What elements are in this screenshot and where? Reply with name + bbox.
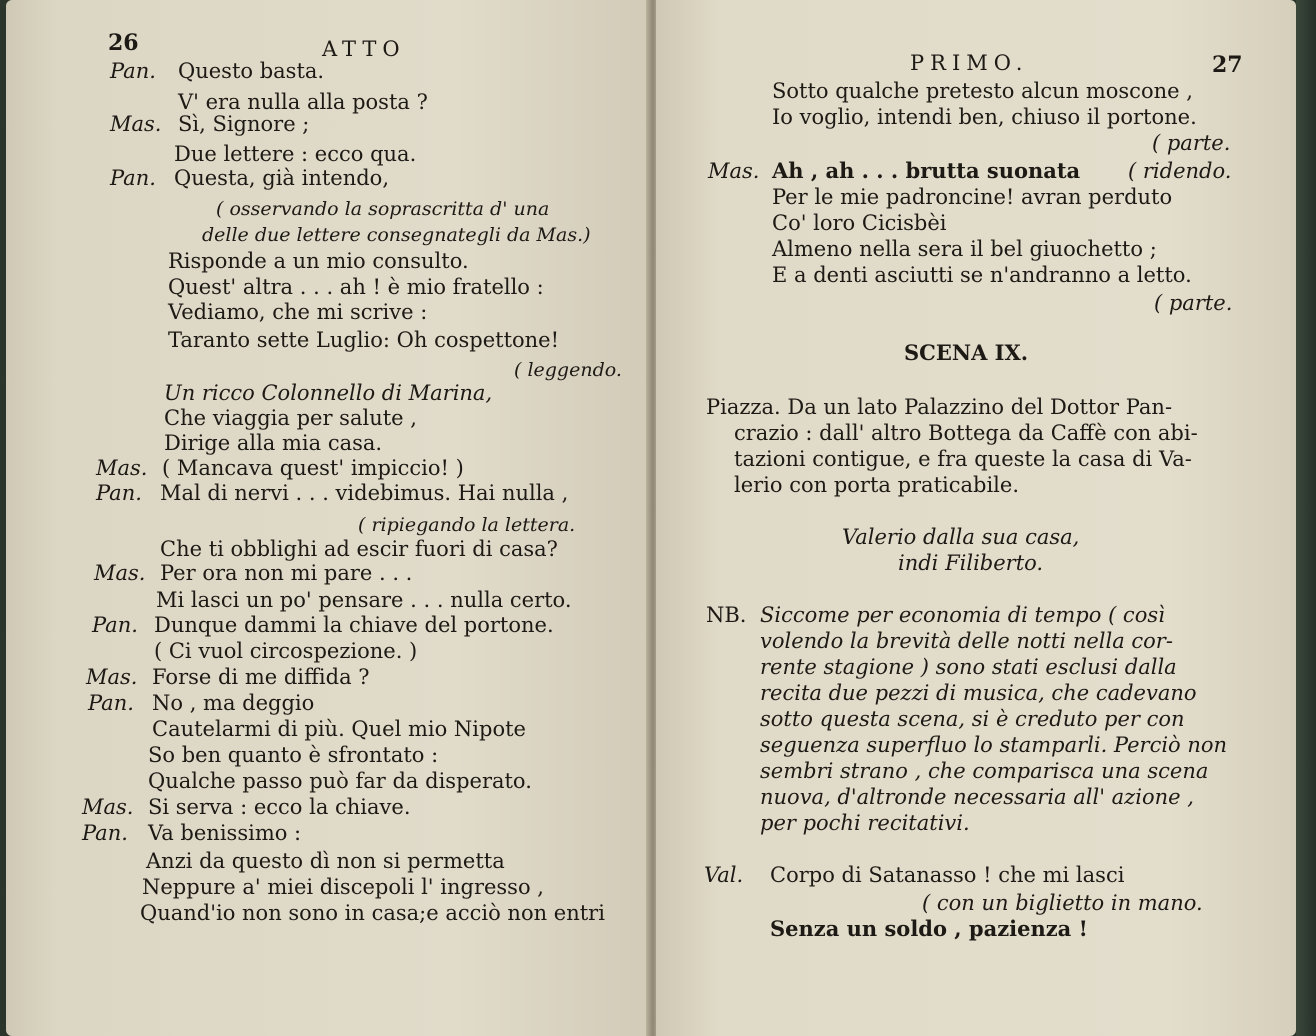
stage-direction: ( osservando la soprascritta d' una [216,198,550,220]
setting-line: crazio : dall' altro Bottega da Caffè con abi- [734,421,1198,445]
verse-line: E a denti asciutti se n'andranno a letto. [772,263,1192,287]
verse-line: Corpo di Satanasso ! che mi lasci [770,863,1125,887]
note-line: nuova, d'altronde necessaria all' azione , [760,785,1194,809]
verse-line: Dirige alla mia casa. [164,431,383,455]
character-line: indi Filiberto. [898,551,1044,575]
note-line: per pochi recitativi. [760,811,970,835]
verse-line: ( Mancava quest' impiccio! ) [162,456,464,480]
setting-line: lerio con porta praticabile. [734,473,1019,497]
verse-line: Cautelarmi di più. Quel mio Nipote [152,717,526,741]
note-line: volendo la brevità delle notti nella cor- [760,629,1173,653]
verse-line: Quand'io non sono in casa;e acciò non entri [140,901,605,925]
stage-direction: ( parte. [1154,291,1233,315]
verse-line: Taranto sette Luglio: Oh cospettone! [168,328,560,352]
note-line: seguenza superfluo lo stamparli. Perciò non [760,733,1228,757]
verse-line: Va benissimo : [148,821,302,845]
stage-direction: ( parte. [1152,131,1231,155]
speaker-label: Pan. [110,166,156,190]
verse-line: Per le mie padroncine! avran perduto [772,185,1173,209]
note-line: rente stagione ) sono stati esclusi dalla [760,655,1177,679]
verse-line: Anzi da questo dì non si permetta [146,849,505,873]
note-line: Siccome per economia di tempo ( così [760,603,1165,627]
note-line: sotto questa scena, si è creduto per con [760,707,1185,731]
running-head-left: ATTO [322,37,406,61]
book-cover-edge [1296,0,1316,1036]
right-page [656,0,1296,1036]
page-number-right: 27 [1212,52,1243,78]
verse-line: V' era nulla alla posta ? [178,90,428,114]
stage-direction: ( con un biglietto in mano. [922,891,1203,915]
note-line: recita due pezzi di musica, che cadevano [760,681,1197,705]
verse-line: Senza un soldo , pazienza ! [770,916,1088,941]
verse-line: Neppure a' miei discepoli l' ingresso , [142,875,544,899]
verse-line: Questa, già intendo, [174,166,390,190]
verse-line: Ah , ah . . . brutta suonata [772,158,1081,183]
verse-line: Che ti obblighi ad escir fuori di casa? [160,537,558,561]
verse-line: Almeno nella sera il bel giuochetto ; [772,237,1157,261]
speaker-label: Pan. [110,59,156,83]
speaker-label: Mas. [94,561,146,585]
speaker-label: Pan. [92,613,138,637]
verse-line: Un ricco Colonnello di Marina, [164,381,493,405]
speaker-label: Mas. [708,159,760,183]
left-page [6,0,650,1036]
speaker-label: Mas. [86,665,138,689]
verse-line: Per ora non mi pare . . . [160,561,413,585]
verse-line: Sì, Signore ; [178,112,310,136]
speaker-label: Mas. [110,112,162,136]
verse-line: Io voglio, intendi ben, chiuso il portone. [772,105,1197,129]
verse-line: Vediamo, che mi scrive : [168,300,428,324]
verse-line: Mi lasci un po' pensare . . . nulla certo. [156,588,572,612]
speaker-label: Mas. [96,456,148,480]
stage-direction: ( ripiegando la lettera. [358,514,576,536]
verse-line: ( Ci vuol circospezione. ) [154,639,418,663]
verse-line: Risponde a un mio consulto. [168,249,469,273]
speaker-label: Pan. [82,821,128,845]
verse-line: Due lettere : ecco qua. [174,142,417,166]
verse-line: Forse di me diffida ? [152,665,370,689]
verse-line: So ben quanto è sfrontato : [148,743,439,767]
speaker-label: Pan. [88,691,134,715]
note-label: NB. [706,603,747,627]
verse-line: Sotto qualche pretesto alcun moscone , [772,79,1193,103]
character-line: Valerio dalla sua casa, [842,525,1080,549]
verse-line: Dunque dammi la chiave del portone. [154,613,554,637]
verse-line: Mal di nervi . . . videbimus. Hai nulla , [160,481,569,505]
page-number-left: 26 [108,30,139,56]
verse-line: No , ma deggio [152,691,315,715]
note-line: sembri strano , che comparisca una scena [760,759,1209,783]
verse-line: Si serva : ecco la chiave. [148,795,411,819]
verse-line: Co' loro Cicisbèi [772,211,947,235]
speaker-label: Pan. [96,481,142,505]
stage-direction: ( ridendo. [1128,159,1232,183]
speaker-label: Val. [704,863,744,887]
verse-line: Che viaggia per salute , [164,406,417,430]
running-head-right: PRIMO. [910,51,1029,75]
speaker-label: Mas. [82,795,134,819]
stage-direction: delle due lettere consegnategli da Mas.) [202,224,591,246]
stage-direction: ( leggendo. [514,359,622,381]
verse-line: Quest' altra . . . ah ! è mio fratello : [168,275,544,299]
setting-line: Piazza. Da un lato Palazzino del Dottor Pan- [706,395,1173,419]
verse-line: Questo basta. [178,59,325,83]
verse-line: Qualche passo può far da disperato. [148,769,532,793]
scene-title: SCENA IX. [904,340,1029,365]
setting-line: tazioni contigue, e fra queste la casa di Va- [734,447,1192,471]
